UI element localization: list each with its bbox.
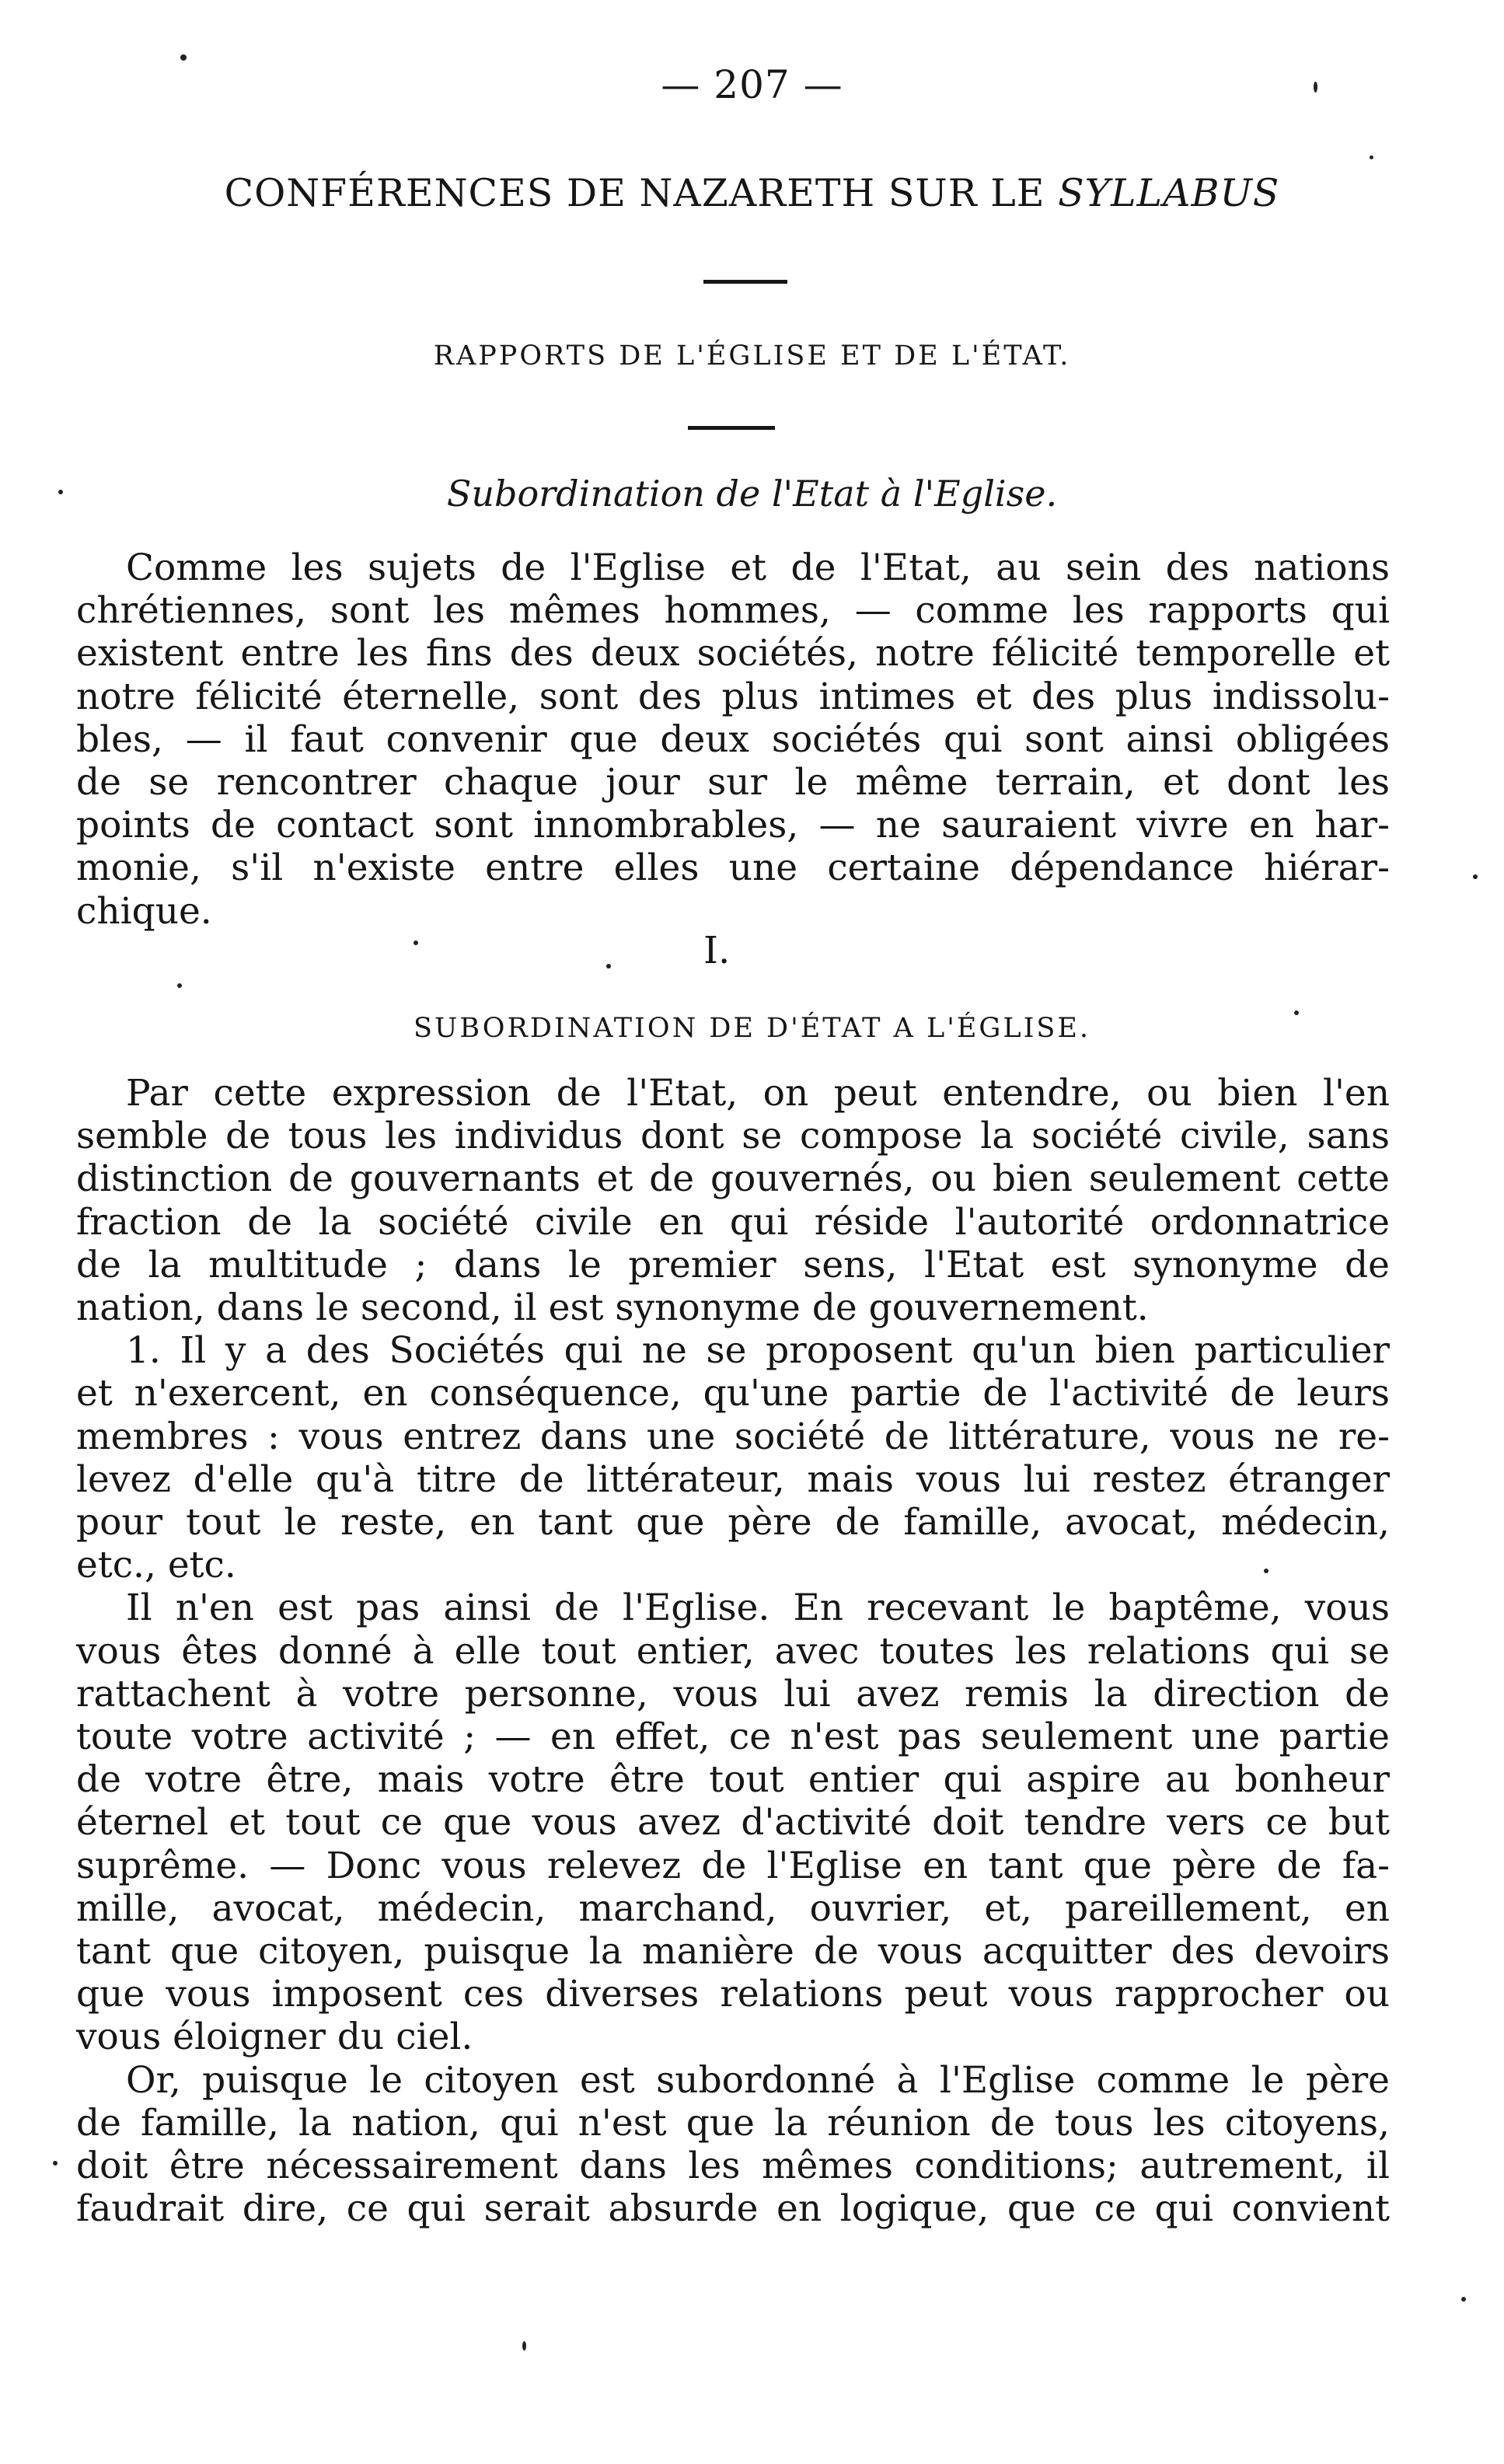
text-line: vous êtes donné à elle tout entier, avec toutes les relations qui se	[76, 1629, 1390, 1673]
scan-speck	[177, 983, 182, 988]
text-line: distinction de gouvernants et de gouvernés, ou bien seulement cette	[76, 1157, 1390, 1201]
text-line: suprême. — Donc vous relevez de l'Eglise en tant que père de fa-	[76, 1844, 1390, 1887]
section-heading: SUBORDINATION DE D'ÉTAT A L'ÉGLISE.	[413, 1013, 1091, 1044]
scan-speck	[58, 490, 63, 494]
article-subtitle: Subordination de l'Etat à l'Eglise.	[446, 473, 1058, 515]
text-line: de famille, la nation, qui n'est que la réunion de tous les citoyens,	[76, 2101, 1390, 2145]
scan-speck	[1370, 155, 1373, 159]
scan-speck	[1264, 1569, 1268, 1573]
scan-speck	[1461, 2297, 1466, 2302]
text-line: 1. Il y a des Sociétés qui ne se proposent qu'un bien particulier	[126, 1329, 1390, 1373]
text-line: points de contact sont innombrables, — ne sauraient vivre en har-	[76, 804, 1390, 847]
text-line: etc., etc.	[76, 1544, 236, 1587]
text-line: Il n'en est pas ainsi de l'Eglise. En recevant le baptême, vous	[126, 1586, 1390, 1630]
section-numeral: I.	[703, 929, 731, 972]
text-line: de la multitude ; dans le premier sens, l'Etat est synonyme de	[76, 1243, 1390, 1286]
text-line: vous éloigner du ciel.	[76, 2016, 473, 2059]
title-divider	[703, 280, 787, 284]
text-line: chique.	[76, 889, 212, 933]
chapter-title-main: CONFÉRENCES DE NAZARETH SUR LE	[224, 171, 1045, 215]
scan-speck	[522, 2341, 526, 2351]
chapter-title	[78, 171, 1426, 215]
scan-speck	[1294, 1010, 1299, 1015]
text-line: notre félicité éternelle, sont des plus intimes et des plus indissolu-	[76, 675, 1390, 718]
text-line: membres : vous entrez dans une société de littérature, vous ne re-	[76, 1415, 1390, 1458]
text-line: existent entre les fins des deux sociétés, notre félicité temporelle et	[76, 632, 1390, 675]
text-line: Comme les sujets de l'Eglise et de l'Etat, au sein des nations	[126, 546, 1390, 589]
text-line: de votre être, mais votre être tout entier qui aspire au bonheur	[76, 1758, 1390, 1802]
chapter-title-italic: SYLLABUS	[1058, 171, 1280, 215]
text-line: nation, dans le second, il est synonyme de gouvernement.	[76, 1286, 1149, 1330]
text-line: chrétiennes, sont les mêmes hommes, — comme les rapports qui	[76, 589, 1390, 633]
text-line: levez d'elle qu'à titre de littérateur, mais vous lui restez étranger	[76, 1457, 1390, 1501]
text-line: éternel et tout ce que vous avez d'activité doit tendre vers ce but	[76, 1801, 1390, 1845]
text-line: mille, avocat, médecin, marchand, ouvrier, et, pareillement, en	[76, 1886, 1390, 1930]
page-number: — 207 —	[661, 62, 843, 107]
subheading-divider	[688, 426, 775, 430]
text-line: tant que citoyen, puisque la manière de vous acquitter des devoirs	[76, 1930, 1390, 1974]
text-line: doit être nécessairement dans les mêmes conditions; autrement, il	[76, 2145, 1390, 2188]
scan-speck	[606, 964, 611, 968]
text-line: pour tout le reste, en tant que père de famille, avocat, médecin,	[76, 1501, 1390, 1544]
text-line: toute votre activité ; — en effet, ce n'est pas seulement une partie	[76, 1715, 1390, 1759]
scan-speck	[414, 941, 418, 945]
text-line: Or, puisque le citoyen est subordonné à l'Eglise comme le père	[126, 2058, 1390, 2102]
scan-speck	[1473, 874, 1478, 879]
text-line: et n'exercent, en conséquence, qu'une partie de l'activité de leurs	[76, 1372, 1390, 1415]
scan-speck	[53, 2161, 58, 2166]
text-line: semble de tous les individus dont se compose la société civile, sans	[76, 1115, 1390, 1158]
scan-speck	[180, 54, 187, 61]
text-line: que vous imposent ces diverses relations peut vous rapprocher ou	[76, 1973, 1390, 2016]
scan-speck	[1314, 82, 1317, 92]
text-line: rattachent à votre personne, vous lui avez remis la direction de	[76, 1672, 1390, 1715]
text-line: monie, s'il n'existe entre elles une certaine dépendance hiérar-	[76, 846, 1390, 890]
intro-paragraph	[76, 546, 1390, 933]
text-line: de se rencontrer chaque jour sur le même terrain, et dont les	[76, 761, 1390, 804]
text-line: fraction de la société civile en qui réside l'autorité ordonnatrice	[76, 1200, 1390, 1244]
body-text	[76, 1072, 1390, 2230]
text-line: faudrait dire, ce qui serait absurde en logique, que ce qui convient	[76, 2187, 1390, 2231]
text-line: Par cette expression de l'Etat, on peut entendre, ou bien l'en	[126, 1072, 1390, 1115]
text-line: bles, — il faut convenir que deux sociétés qui sont ainsi obligées	[76, 717, 1390, 761]
section-subheading: RAPPORTS DE L'ÉGLISE ET DE L'ÉTAT.	[433, 340, 1071, 372]
